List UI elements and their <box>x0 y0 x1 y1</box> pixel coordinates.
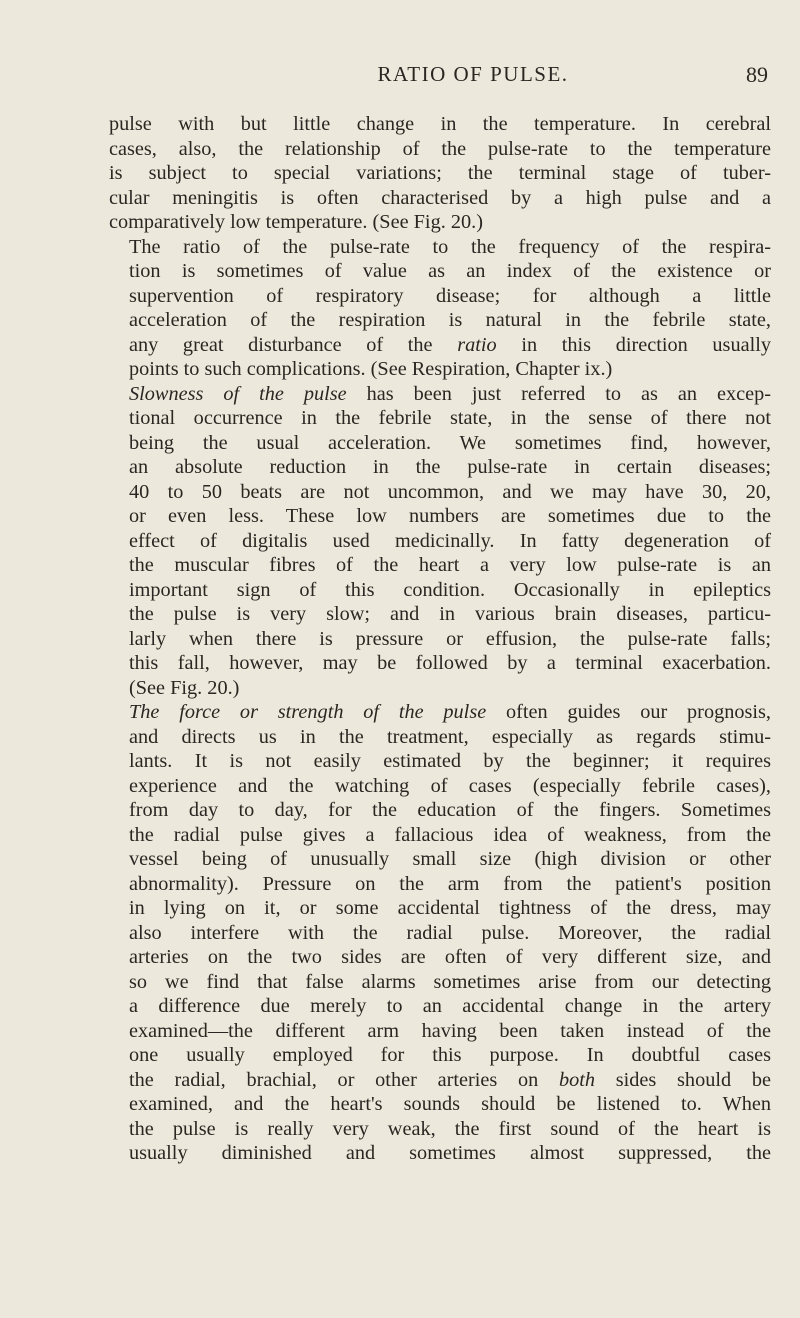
text-line: any great disturbance of the ratio in this direction usually <box>129 333 772 356</box>
text-line: from day to day, for the education of the fingers. Sometimes <box>129 799 771 821</box>
text-line: usually diminished and sometimes almost suppressed, the <box>129 1142 771 1164</box>
italic-text: Slowness of the pulse <box>129 382 347 405</box>
text-line: cases, also, the relationship of the pulse-rate to the temperature <box>109 137 771 160</box>
text-line: supervention of respiratory disease; for although a little <box>129 284 771 307</box>
text-line: in lying on it, or some accidental tightness of the dress, may <box>129 897 771 919</box>
italic-text: both <box>558 1068 596 1091</box>
text-line: and directs us in the treatment, especially as regards stimu- <box>129 725 771 748</box>
text-line: cular meningitis is often characterised by a high pulse and a <box>109 186 771 209</box>
text-line: Slowness of the pulse has been just referred to as an excep- <box>129 382 771 405</box>
paragraph <box>109 235 771 382</box>
text-line: The force or strength of the pulse often guides our prognosis, <box>129 701 771 723</box>
text-line: tion is sometimes of value as an index of the existence or <box>129 260 771 282</box>
text-line: being the usual acceleration. We sometimes find, however, <box>129 431 771 454</box>
paragraph <box>109 382 771 701</box>
text-line: important sign of this condition. Occasionally in epileptics <box>129 578 771 601</box>
italic-text: ratio <box>457 333 497 356</box>
text-line: The ratio of the pulse-rate to the frequency of the respira- <box>129 235 771 258</box>
text-line: points to such complications. (See Respiration, Chapter ix.) <box>129 358 613 380</box>
italic-text: The force or strength of the pulse <box>129 701 487 723</box>
text-line: the muscular fibres of the heart a very low pulse-rate is an <box>129 554 771 576</box>
text-line: experience and the watching of cases (especially febrile cases), <box>129 774 771 797</box>
text-line: larly when there is pressure or effusion, the pulse-rate falls; <box>129 627 771 650</box>
body-text <box>109 112 771 1166</box>
text-line: comparatively low temperature. (See Fig. 20.) <box>109 211 483 233</box>
text-line: so we find that false alarms sometimes arise from our detecting <box>129 970 771 993</box>
text-line: an absolute reduction in the pulse-rate in certain diseases; <box>129 456 771 478</box>
text-line: abnormality). Pressure on the arm from the patient's position <box>129 872 771 895</box>
text-line: effect of digitalis used medicinally. In fatty degeneration of <box>129 529 771 552</box>
text-line: examined, and the heart's sounds should be listened to. When <box>129 1093 771 1115</box>
text-line: the pulse is really very weak, the first sound of the heart is <box>129 1117 771 1140</box>
running-head <box>108 62 768 92</box>
text-line: 40 to 50 beats are not uncommon, and we may have 30, 20, <box>129 480 771 503</box>
text-line: tional occurrence in the febrile state, in the sense of there not <box>129 407 771 429</box>
paragraph <box>109 112 771 235</box>
text-line: is subject to special variations; the terminal stage of tuber- <box>109 162 771 184</box>
text-line: (See Fig. 20.) <box>129 676 240 699</box>
text-line: vessel being of unusually small size (high division or other <box>129 848 771 870</box>
text-line: lants. It is not easily estimated by the beginner; it requires <box>129 750 771 772</box>
page-number: 89 <box>746 62 768 87</box>
text-line: one usually employed for this purpose. In doubtful cases <box>129 1044 771 1066</box>
text-line: acceleration of the respiration is natural in the febrile state, <box>129 309 771 331</box>
text-line: also interfere with the radial pulse. Moreover, the radial <box>129 921 771 944</box>
text-line: the pulse is very slow; and in various brain diseases, particu- <box>129 603 771 625</box>
paragraph <box>109 700 771 1166</box>
text-line: arteries on the two sides are often of very different size, and <box>129 946 771 968</box>
text-line: this fall, however, may be followed by a terminal exacerbation. <box>129 652 771 674</box>
text-line: examined—the different arm having been taken instead of the <box>129 1019 771 1042</box>
text-line: the radial, brachial, or other arteries on both sides should be <box>129 1068 771 1091</box>
text-line: a difference due merely to an accidental change in the artery <box>129 995 771 1017</box>
text-line: or even less. These low numbers are sometimes due to the <box>129 505 771 527</box>
running-title: RATIO OF PULSE. <box>377 62 569 86</box>
text-line: pulse with but little change in the temperature. In cerebral <box>109 113 771 135</box>
text-line: the radial pulse gives a fallacious idea of weakness, from the <box>129 823 771 846</box>
